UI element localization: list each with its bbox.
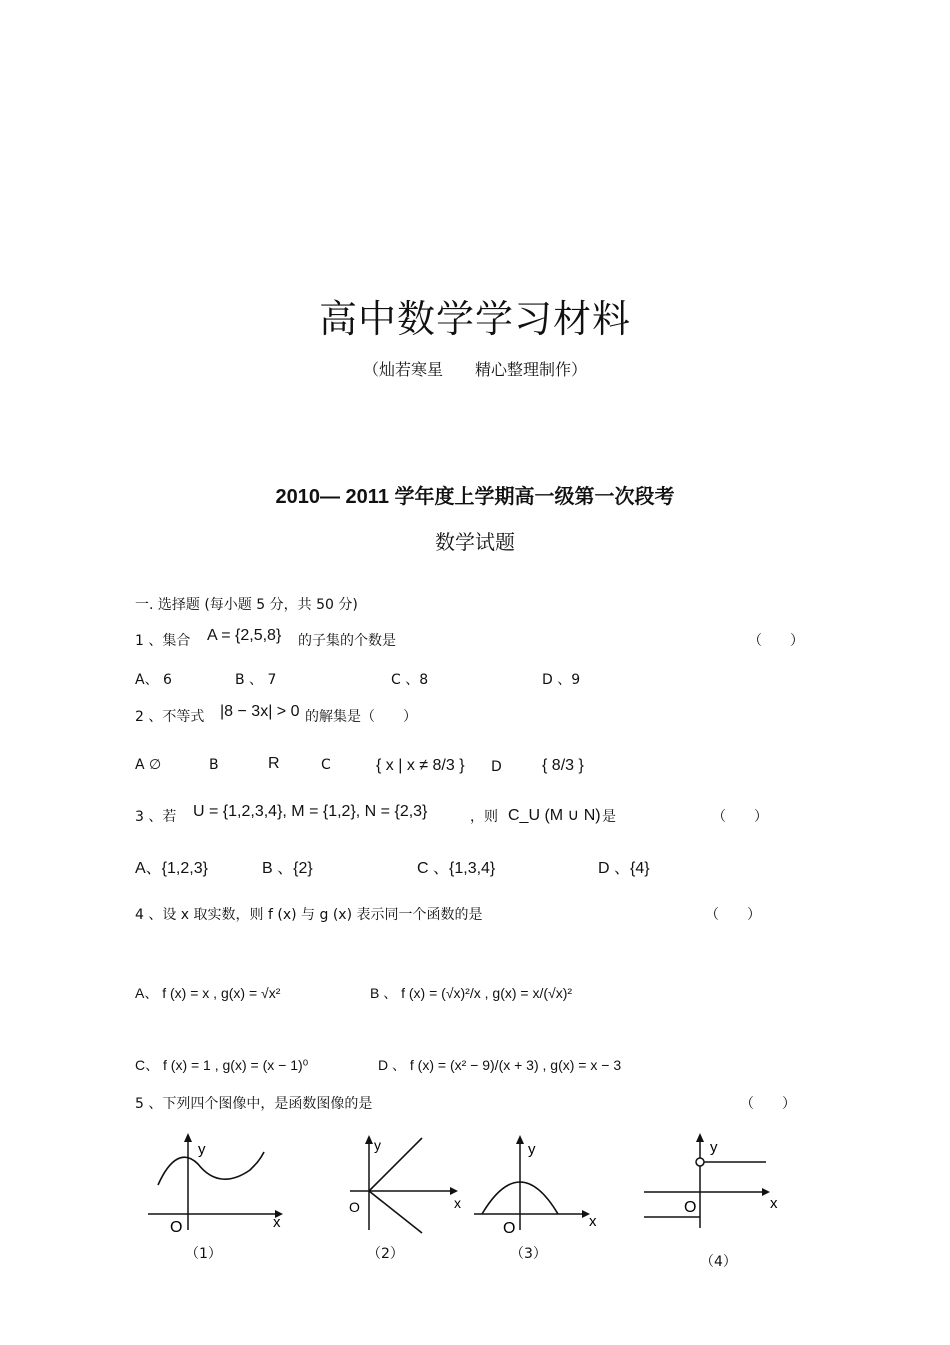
q1-stem-suffix: 的子集的个数是 [298,633,396,649]
q3-option-d: D 、{4} [598,860,650,877]
q1-option-c: C 、8 [391,672,429,688]
y-label: y [710,1139,718,1156]
x-label: x [589,1213,597,1230]
document-subtitle: （灿若寒星 精心整理制作） [362,360,587,379]
q5-graph-2 [342,1130,472,1240]
q5-graph-3 [470,1130,605,1240]
q5-graph-4 [636,1128,786,1238]
q3-answer-blank: （ ） [712,809,768,825]
y-axis-arrow [184,1133,192,1142]
y-axis-arrow [516,1135,524,1144]
q3-option-b: B 、{2} [262,860,313,877]
origin-label: O [349,1199,360,1215]
q4-option-d: D 、 f (x) = (x² − 9)/(x + 3) , g(x) = x − 3 [378,1057,622,1073]
q2-expression: |8 − 3x| > 0 [220,703,300,720]
q2-stem-prefix: 2 、不等式 [135,709,205,725]
paper-title: 数学试题 [435,530,515,554]
q3-expression-2: C_U (M ∪ N) [508,807,601,824]
q4-option-b: B 、 f (x) = (√x)²/x , g(x) = x/(√x)² [370,985,573,1001]
origin-label: O [684,1199,697,1216]
lower-ray [369,1191,422,1233]
q2-option-c-value: { x | x ≠ 8/3 } [376,757,465,774]
q5-answer-blank: （ ） [740,1096,796,1112]
q2-option-a: A ∅ [135,757,162,773]
q1-option-b: B 、 7 [235,672,277,688]
q3-stem-suffix: 是 [602,809,616,825]
y-axis-arrow [365,1135,373,1144]
y-label: y [198,1141,206,1158]
x-label: x [770,1195,778,1212]
q1-stem-prefix: 1 、集合 [135,633,191,649]
exam-title: 2010— 2011 学年度上学期高一级第一次段考 [275,486,675,508]
q1-expression: A = {2,5,8} [207,627,282,644]
q5-graph-1 [140,1130,290,1240]
x-label: x [454,1195,461,1211]
q3-stem-mid: ，则 [470,809,498,825]
y-label: y [528,1141,536,1158]
q5-graph-3-caption: （3） [510,1246,547,1262]
document-title: 高中数学学习材料 [318,297,631,341]
q4-option-a: A、 f (x) = x , g(x) = √x² [135,985,281,1001]
q3-stem-prefix: 3 、若 [135,809,177,825]
x-label: x [273,1214,281,1231]
y-label: y [374,1137,381,1153]
q4-answer-blank: （ ） [705,907,761,923]
curve [158,1152,264,1185]
q4-option-c: C、 f (x) = 1 , g(x) = (x − 1)⁰ [135,1057,309,1073]
q3-option-c: C 、{1,3,4} [417,860,496,877]
open-point [696,1158,704,1166]
q2-option-c-label: C [321,757,331,773]
x-axis-arrow [762,1188,770,1196]
q1-option-a: A、 6 [135,672,172,688]
q5-stem: 5 、下列四个图像中，是函数图像的是 [135,1096,373,1112]
q1-option-d: D 、9 [542,672,581,688]
origin-label: O [170,1219,183,1236]
y-axis-arrow [696,1133,704,1142]
q2-option-b-label: B [209,757,219,773]
section-heading: 一. 选择题 (每小题 5 分，共 50 分) [135,597,358,613]
q2-option-b-value: R [268,755,280,772]
origin-label: O [503,1220,516,1237]
q1-answer-blank: （ ） [748,633,804,649]
q3-expression: U = {1,2,3,4}, M = {1,2}, N = {2,3} [193,803,428,820]
q2-stem-suffix: 的解集是（ ） [305,709,417,725]
q5-graph-4-caption: （4） [700,1254,737,1270]
q2-option-d-label: D [491,759,502,775]
x-axis-arrow [450,1187,458,1195]
q5-graph-1-caption: （1） [185,1246,222,1262]
q2-option-d-value: { 8/3 } [542,757,584,774]
q3-option-a: A、{1,2,3} [135,860,208,877]
q4-stem: 4 、设 x 取实数，则 f (x) 与 g (x) 表示同一个函数的是 [135,907,483,923]
q5-graph-2-caption: （2） [367,1246,404,1262]
